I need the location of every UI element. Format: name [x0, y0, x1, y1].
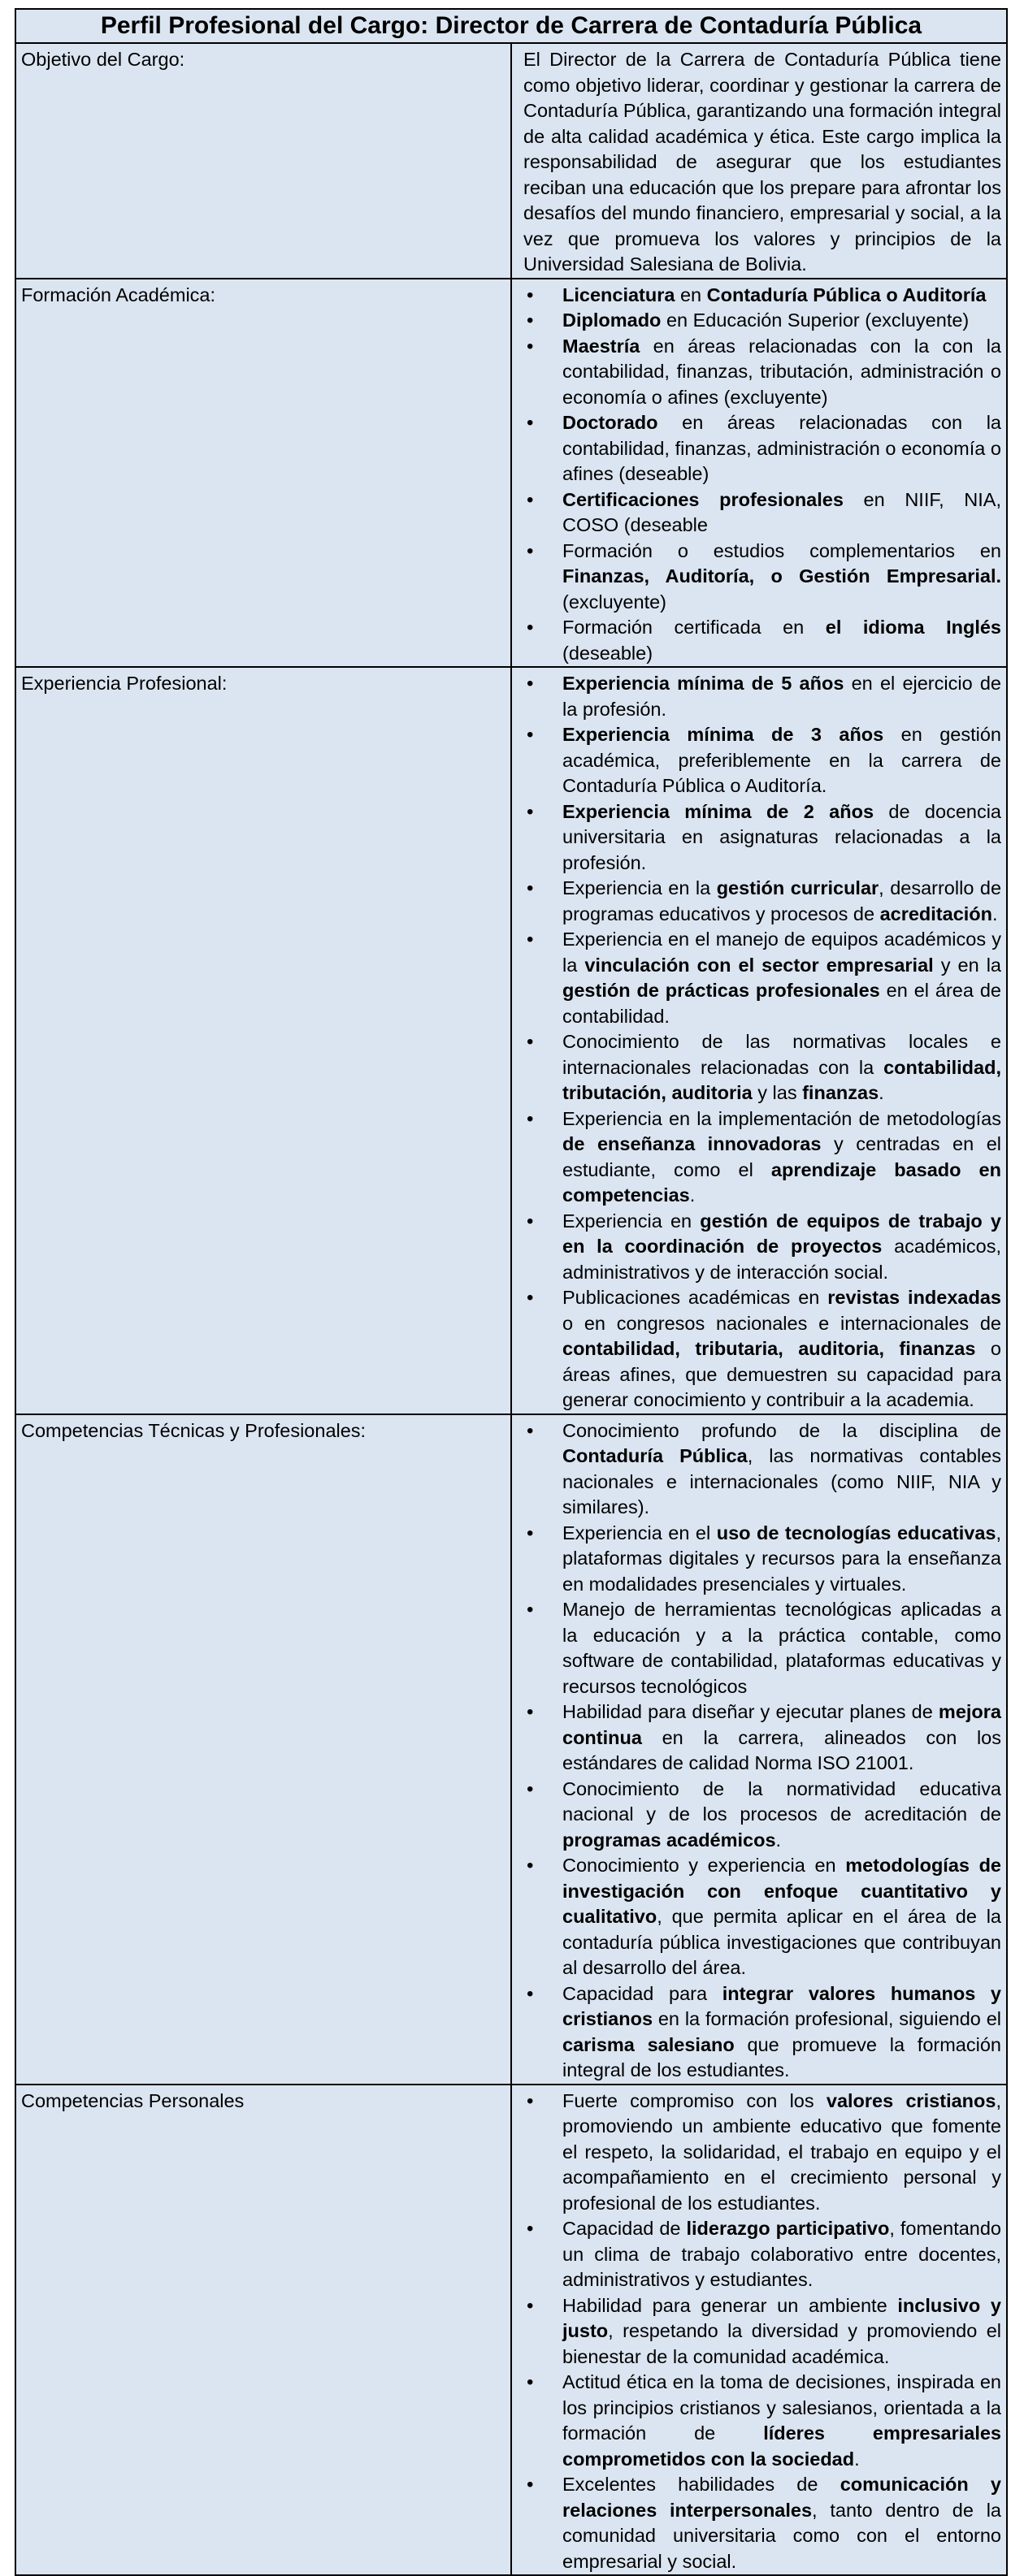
list-item — [523, 334, 1001, 411]
bold-text: Experiencia mínima de 2 años — [562, 800, 874, 822]
bold-text: gestión de equipos de trabajo y en la coordinación de proyectos — [562, 1210, 1001, 1257]
bold-text: gestión de prácticas profesionales — [562, 980, 880, 1001]
text: Experiencia en la — [562, 877, 717, 898]
list-item — [523, 1209, 1001, 1286]
bold-text: mejora continua — [562, 1701, 1001, 1748]
list-item — [523, 410, 1001, 487]
row-experiencia — [15, 667, 1007, 1414]
list-item — [523, 1521, 1001, 1598]
list-item — [523, 1981, 1001, 2084]
text: Conocimiento de la normatividad educativa nacional y de los procesos de acreditación de — [562, 1777, 1001, 1825]
text: Conocimiento profundo de la disciplina de — [562, 1419, 1001, 1441]
text: en áreas relacionadas con la con la contabilidad, finanzas, tributación, administración o economía o afines (excluyente) — [562, 335, 1001, 408]
row-competencias-personales — [15, 2085, 1007, 2576]
row-label: Formación Académica: — [15, 279, 511, 668]
objetivo-text: El Director de la Carrera de Contaduría Pública tiene como objetivo liderar, coordinar y gestionar la carrera de Contaduría Pública, garantizando una formación integral de alta calidad académica y ética. Este cargo implica la responsabilidad de asegurar que los estudiantes reciban una educación que los prepare para afrontar los desafíos del mundo financiero, empresarial y social, a la vez que promueva los valores y principios de la Universidad Salesiana de Bolivia. — [511, 43, 1007, 279]
text: (excluyente) — [562, 591, 666, 613]
bold-text: uso de tecnologías educativas — [716, 1522, 996, 1543]
bold-text: revistas indexadas — [827, 1287, 1001, 1308]
list-item — [523, 2472, 1001, 2574]
bold-text: metodologías de investigación con enfoque cuantitativo y cualitativo — [562, 1855, 1001, 1927]
list-item — [523, 308, 1001, 334]
row-label: Competencias Técnicas y Profesionales: — [15, 1414, 511, 2085]
formacion-list — [523, 283, 1001, 667]
bold-text: líderes empresariales comprometidos con la sociedad — [562, 2422, 1001, 2470]
text: , las normativas contables nacionales e internacionales (como NIIF, NIA y similares). — [562, 1445, 1002, 1517]
experiencia-list — [523, 671, 1001, 1414]
text: en NIIF, NIA, COSO (deseable — [562, 488, 1001, 535]
bold-text: Contaduría Pública o Auditoría — [706, 284, 987, 305]
list-item — [523, 615, 1001, 666]
bold-text: acreditación — [879, 903, 993, 924]
text: . — [775, 1829, 782, 1851]
bold-text: Doctorado — [562, 412, 658, 433]
text: en gestión académica, preferiblemente en la carrera de Contaduría Pública o Auditoría. — [562, 724, 1001, 796]
text: académicos, administrativos y de interacción social. — [562, 1236, 1002, 1283]
text: en Educación Superior (excluyente) — [661, 310, 970, 331]
row-label: Competencias Personales — [15, 2085, 511, 2576]
row-label: Experiencia Profesional: — [15, 667, 511, 1414]
list-item — [523, 2293, 1001, 2370]
text: y las — [752, 1082, 803, 1103]
bold-text: contabilidad, tributaria, auditoria, finanzas — [562, 1338, 976, 1359]
text: Experiencia en el manejo de equipos académicos y la — [562, 929, 1001, 976]
row-objetivo — [15, 43, 1007, 279]
text: , que permita aplicar en el área de la contaduría pública investigaciones que contribuyan al desarrollo del área. — [562, 1906, 1001, 1978]
table-title: Perfil Profesional del Cargo: Director de Carrera de Contaduría Pública — [15, 9, 1007, 43]
text: Publicaciones académicas en — [562, 1287, 828, 1308]
list-item — [523, 1029, 1001, 1106]
bold-text: liderazgo participativo — [686, 2218, 890, 2239]
bold-text: de enseñanza innovadoras — [562, 1133, 822, 1154]
text: Capacidad de — [562, 2218, 687, 2239]
list-item — [523, 2370, 1001, 2472]
bold-text: el idioma Inglés — [825, 617, 1002, 638]
list-item — [523, 722, 1001, 799]
text: y en la — [933, 954, 1001, 976]
text: Fuerte compromiso con los — [562, 2089, 827, 2111]
text: Experiencia en el — [562, 1522, 717, 1543]
text: Formación certificada en — [562, 617, 826, 638]
bold-text: programas académicos — [562, 1829, 776, 1851]
list-item — [523, 1699, 1001, 1777]
list-item — [523, 487, 1001, 539]
bold-text: finanzas — [802, 1082, 879, 1103]
list-item — [523, 1597, 1001, 1699]
bold-text: Experiencia mínima de 5 años — [562, 673, 844, 694]
row-formacion — [15, 279, 1007, 668]
list-item — [523, 539, 1001, 616]
text: en la formación profesional, siguiendo el — [653, 2008, 1001, 2029]
text: en el área de contabilidad. — [562, 980, 1001, 1027]
bold-text: aprendizaje basado en competencias — [562, 1158, 1001, 1206]
bold-text: carisma salesiano — [562, 2033, 735, 2055]
bold-text: Contaduría Pública — [562, 1445, 748, 1466]
bold-text: vinculación con el sector empresarial — [584, 954, 934, 976]
text: , tanto dentro de la comunidad universitaria como con el entorno empresarial y social. — [562, 2499, 1001, 2572]
text: en áreas relacionadas con la contabilidad, finanzas, administración o economía o afines (deseable) — [562, 412, 1001, 484]
text: Capacidad para — [562, 1982, 722, 2004]
text: y centradas en el estudiante, como el — [562, 1133, 1002, 1180]
text: . — [879, 1082, 884, 1103]
text: . — [689, 1184, 696, 1206]
list-item — [523, 1285, 1001, 1414]
list-item — [523, 927, 1001, 1029]
list-item — [523, 1853, 1001, 1981]
text: Manejo de herramientas tecnológicas aplicadas a la educación y a la práctica contable, como software de contabilidad, plataformas educativas y recursos tecnológicos — [562, 1599, 1001, 1697]
bold-text: inclusivo y justo — [562, 2294, 1001, 2341]
text: , plataformas digitales y recursos para la enseñanza en modalidades presenciales y virtuales. — [562, 1522, 1002, 1595]
text: que promueve la formación integral de los estudiantes. — [562, 2033, 1001, 2080]
text: Formación o estudios complementarios en — [562, 539, 1001, 561]
list-item — [523, 1777, 1001, 1854]
list-item — [523, 1106, 1001, 1209]
text: en la carrera, alineados con los estándares de calidad Norma ISO 21001. — [562, 1726, 1001, 1773]
text: . — [992, 903, 998, 924]
text: , promoviendo un ambiente educativo que fomente el respeto, la solidaridad, el trabajo en equipo y el acompañamiento en el crecimiento personal y profesional de los estudiantes. — [562, 2089, 1001, 2214]
text: , desarrollo de programas educativos y procesos de — [562, 877, 1002, 924]
text: en el ejercicio de la profesión. — [562, 673, 1001, 720]
list-item — [523, 799, 1001, 877]
text: , respetando la diversidad y promoviendo el bienestar de la comunidad académica. — [562, 2320, 1001, 2367]
text: Conocimiento y experiencia en — [562, 1855, 846, 1876]
bold-text: Certificaciones profesionales — [562, 488, 844, 510]
bold-text: valores cristianos — [826, 2089, 996, 2111]
bold-text: gestión curricular — [716, 877, 879, 898]
list-item — [523, 671, 1001, 722]
text: Actitud ética en la toma de decisiones, inspirada en los principios cristianos y salesianos, orientada a la formación de — [562, 2371, 1001, 2444]
list-item — [523, 876, 1001, 927]
profile-table — [15, 8, 1008, 2576]
bold-text: Experiencia mínima de 3 años — [562, 724, 884, 745]
text: Habilidad para diseñar y ejecutar planes de — [562, 1701, 939, 1722]
list-item — [523, 1418, 1001, 1521]
text: Excelentes habilidades de — [562, 2474, 840, 2495]
bold-text: Finanzas, Auditoría, o Gestión Empresarial. — [562, 565, 1001, 587]
text: en — [675, 284, 707, 305]
bold-text: comunicación y relaciones interpersonales — [562, 2474, 1001, 2521]
list-item — [523, 2216, 1001, 2293]
text: de docencia universitaria en asignaturas relacionadas a la profesión. — [562, 800, 1001, 873]
text: Conocimiento de las normativas locales e internacionales relacionadas con la — [562, 1031, 1001, 1078]
bold-text: Licenciatura — [562, 284, 675, 305]
text: Experiencia en — [562, 1210, 701, 1232]
text: Experiencia en la implementación de metodologías — [562, 1107, 1001, 1129]
competencias-tecnicas-list — [523, 1418, 1001, 2084]
row-competencias-tecnicas — [15, 1414, 1007, 2085]
text: o áreas afines, que demuestren su capacidad para generar conocimiento y contribuir a la academia. — [562, 1338, 1001, 1410]
bold-text: contabilidad, tributación, auditoria — [562, 1056, 1001, 1103]
competencias-personales-list — [523, 2089, 1001, 2575]
text: . — [854, 2448, 860, 2470]
row-label: Objetivo del Cargo: — [15, 43, 511, 279]
bold-text: integrar valores humanos y cristianos — [562, 1982, 1001, 2029]
text: , fomentando un clima de trabajo colaborativo entre docentes, administrativos y estudiantes. — [562, 2218, 1001, 2290]
text: (deseable) — [562, 642, 653, 664]
list-item — [523, 283, 1001, 309]
text: o en congresos nacionales e internacionales de — [562, 1312, 1001, 1334]
bold-text: Maestría — [562, 335, 640, 357]
bold-text: Diplomado — [562, 310, 662, 331]
text: Habilidad para generar un ambiente — [562, 2294, 898, 2316]
list-item — [523, 2089, 1001, 2217]
